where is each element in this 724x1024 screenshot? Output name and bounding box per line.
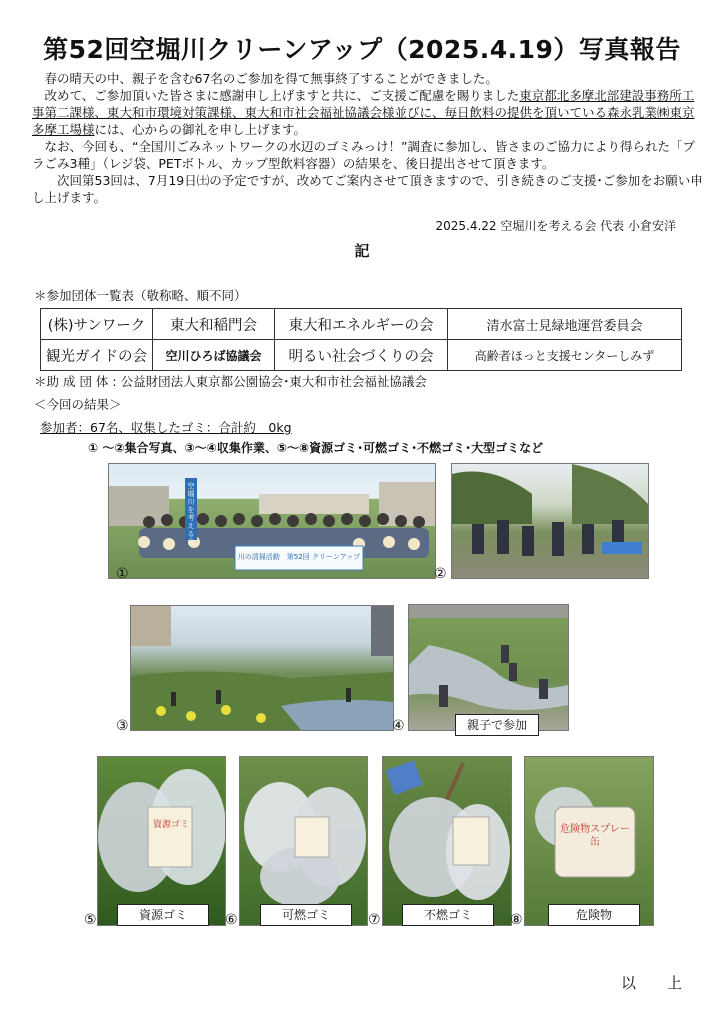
intro-text	[32, 70, 704, 206]
group-cell: (株)サンワーク	[41, 309, 153, 340]
table-row	[41, 340, 682, 371]
photo-number-2: ②	[434, 566, 447, 582]
groups-heading: ＊参加団体一覧表（敬称略、順不同）	[34, 288, 247, 303]
end-mark: 以 上	[620, 974, 690, 992]
table-row	[41, 309, 682, 340]
photo-number-7: ⑦	[368, 912, 381, 928]
work-photo-3	[130, 605, 394, 731]
group-cell: 観光ガイドの会	[41, 340, 153, 371]
results-line: 参加者：67名、収集したゴミ：合計約 0kg	[40, 420, 292, 435]
group-photo-2	[451, 463, 649, 579]
page-title: 第52回空堀川クリーンアップ（2025.4.19）写真報告	[43, 35, 681, 64]
work-photo-4-scene	[409, 605, 568, 730]
intro-paragraph-4: 次回第53回は、7月19日㈯の予定ですが、改めてご案内させて頂きますので、引き続きのご支援･ご参加をお願い申し上げます。	[32, 173, 703, 205]
photo-number-5: ⑤	[84, 912, 97, 928]
trash-photo-7	[382, 756, 512, 926]
photo-number-8: ⑧	[510, 912, 523, 928]
photo-number-6: ⑥	[225, 912, 238, 928]
ki-heading: 記	[354, 242, 370, 260]
group-cell: 空川ひろば協議会	[153, 340, 275, 371]
intro-paragraph-2	[32, 87, 704, 138]
intro-paragraph-3: なお、今回も、“全国川ごみネットワークの水辺のゴミみっけ！”調査に参加し、皆さまのご協力により得られた「プラごみ3種」（レジ袋、PETボトル、カップ型飲料容器）の結果を、後日提出させて頂きます。	[32, 139, 695, 171]
photo-caption-8: 危険物	[548, 904, 640, 926]
photo-number-4: ④	[392, 718, 405, 734]
group-cell: 東大和エネルギーの会	[275, 309, 448, 340]
intro-paragraph-1: 春の晴天の中、親子を含む67名のご参加を得て無事終了することができました。	[44, 71, 498, 86]
group-cell: 明るい社会づくりの会	[275, 340, 448, 371]
group-photo-1	[108, 463, 436, 579]
photo-caption-6: 可燃ゴミ	[260, 904, 352, 926]
trash-bag-5	[98, 757, 225, 925]
banner-text: 川の清掃活動 第52回 クリーンアップ	[237, 553, 361, 561]
results-heading: ＜今回の結果＞	[34, 397, 122, 412]
group-cell: 東大和稲門会	[153, 309, 275, 340]
photo-caption-4: 親子で参加	[455, 714, 539, 736]
group-photo-2-scene	[452, 464, 648, 578]
intro-p2-lead: 改めて、ご参加頂いた皆さまに感謝申し上げますと共に、ご支援ご配慮を賜りました	[44, 88, 520, 103]
flag-text: 空堀川を考える会	[187, 482, 195, 546]
trash-bag-7	[383, 757, 511, 925]
bag-5-label: 資源ゴミ	[153, 820, 190, 830]
group-cell: 清水富士見緑地運営委員会	[448, 309, 682, 340]
photo-caption-5: 資源ゴミ	[117, 904, 209, 926]
bag-8-label: 危険物スプレー缶	[560, 824, 630, 848]
photo-caption-7: 不燃ゴミ	[402, 904, 494, 926]
work-photo-4	[408, 604, 569, 731]
trash-photo-6	[239, 756, 368, 926]
sponsor-names: 東京都北多摩北部建設事務所工事第二課様、東大和市環境対策課様、東大和市社会福祉協議会様並びに、毎日飲料の提供を頂いている森永乳業㈱東京多摩工場様	[32, 88, 695, 137]
trash-bag-6	[240, 757, 367, 925]
groups-table	[40, 308, 682, 371]
signature: 2025.4.22 空堀川を考える会 代表 小倉安洋	[435, 219, 676, 233]
intro-p2-tail: には、心からの御礼を申し上げます。	[94, 122, 307, 137]
trash-photo-8	[524, 756, 654, 926]
photo-number-1: ①	[116, 566, 129, 582]
photo-number-3: ③	[116, 718, 129, 734]
sponsors-line: ＊助 成 団 体 : 公益財団法人東京都公園協会･東大和市社会福祉協議会	[34, 374, 427, 389]
photo-legend: ① ～②集合写真、③～④収集作業、⑤～⑧資源ゴミ･可燃ゴミ･不燃ゴミ･大型ゴミなど	[88, 441, 544, 455]
trash-photo-5	[97, 756, 226, 926]
work-photo-3-scene	[131, 606, 393, 730]
group-cell: 高齢者ほっと支援センターしみず	[448, 340, 682, 371]
